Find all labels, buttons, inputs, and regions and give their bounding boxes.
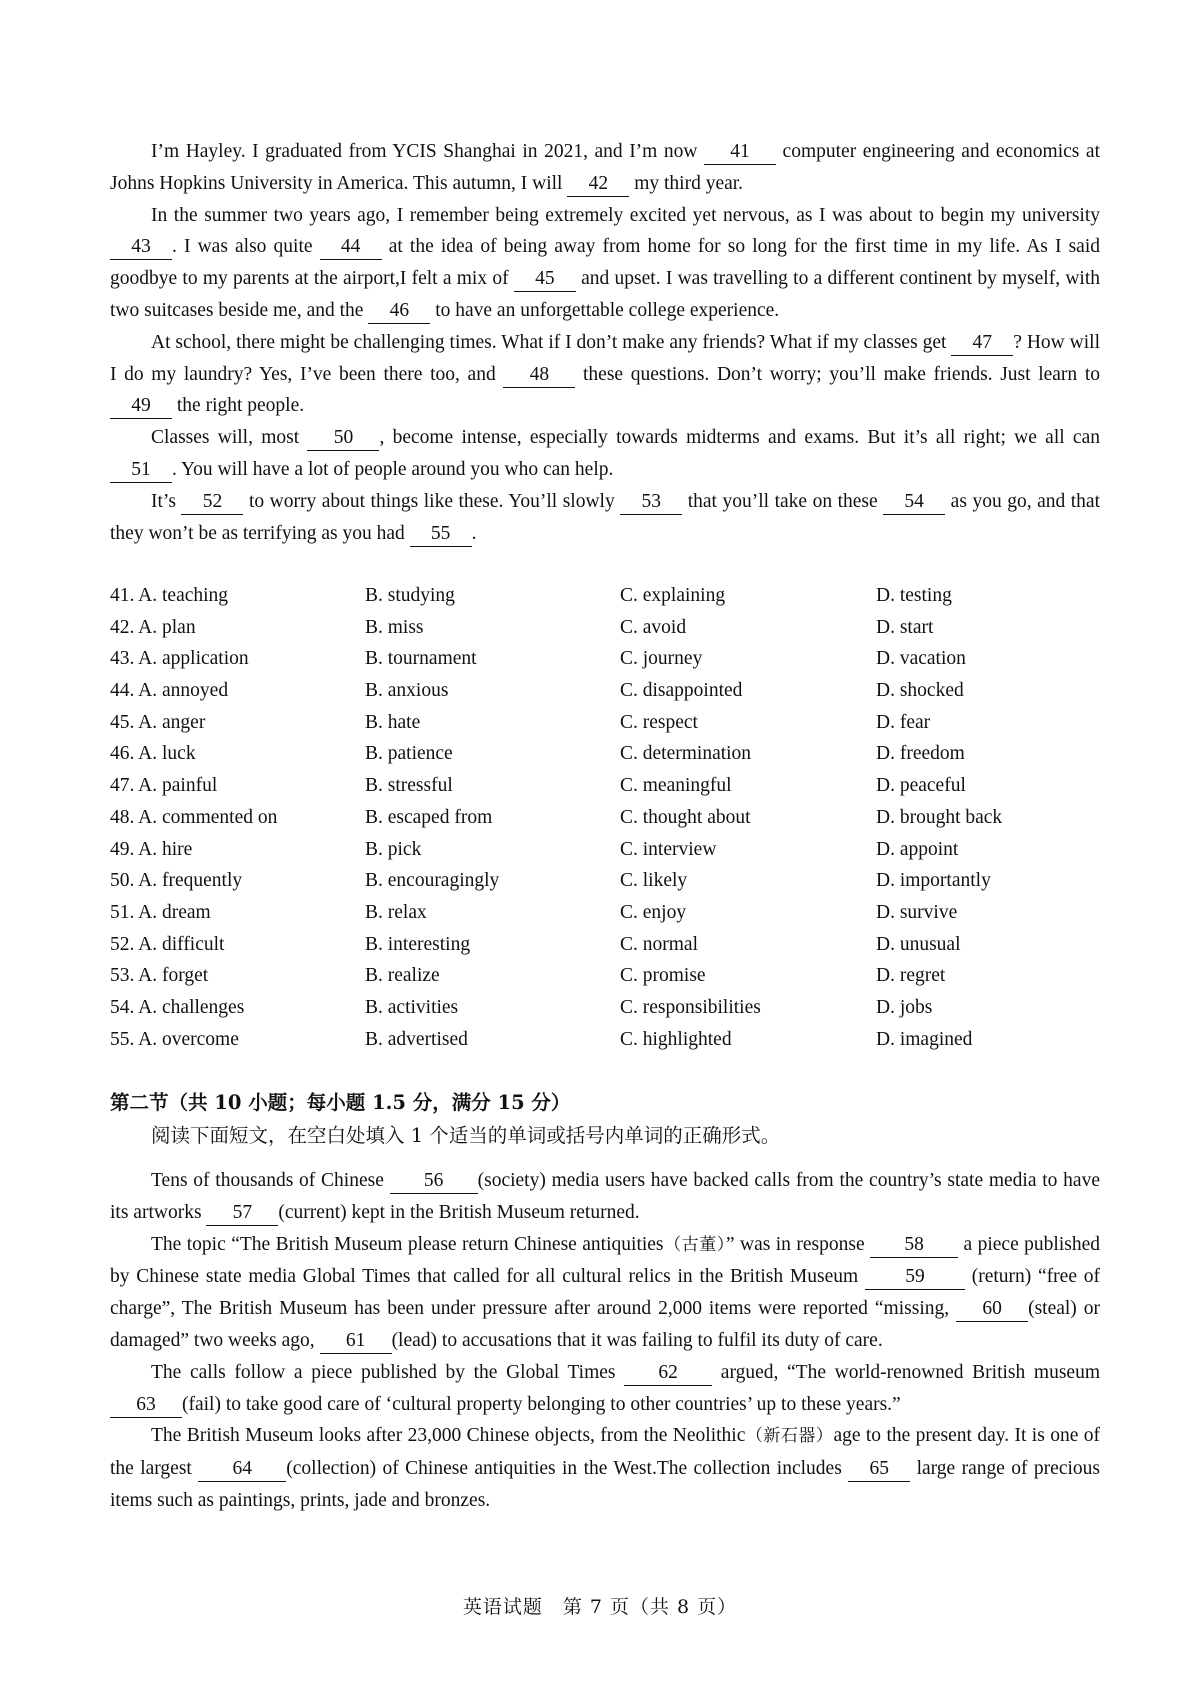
text-segment: The topic “The British Museum please return Chinese antiquities — [151, 1233, 664, 1255]
question-options-row — [110, 865, 1100, 897]
text-segment: at the idea of being away from home for so long for the first time in my life. As I said goodbye to my parents at the airport,I felt a mix of — [110, 236, 1100, 290]
option-b[interactable]: B. realize — [365, 965, 440, 987]
text-segment: In the summer two years ago, I remember being extremely excited yet nervous, as I was about to begin my university — [151, 204, 1100, 226]
text-segment: that you’ll take on these — [682, 490, 884, 512]
answer-blank[interactable]: 51 — [110, 458, 172, 483]
option-b[interactable]: B. relax — [365, 901, 427, 923]
text-segment: as you go, and that they won’t be as terrifying as you had — [110, 490, 1100, 544]
option-a[interactable]: 53. A. forget — [110, 965, 209, 987]
page-footer: 英语试题 第 7 页（共 8 页） — [462, 1596, 738, 1618]
chinese-gloss: （新石器） — [745, 1426, 834, 1447]
option-d[interactable]: D. peaceful — [876, 775, 966, 797]
text-segment: age to the present day. It is one of the largest — [110, 1425, 1100, 1480]
option-a[interactable]: 44. A. annoyed — [110, 680, 229, 702]
option-d[interactable]: D. jobs — [876, 996, 933, 1018]
paragraph — [110, 1229, 1100, 1357]
answer-blank[interactable]: 45 — [514, 267, 576, 292]
text-segment: (society) media users have backed calls from the country’s state media to have its artworks — [110, 1170, 1100, 1223]
text-segment: . I was also quite — [172, 236, 320, 258]
section-instruction: 阅读下面短文，在空白处填入 1 个适当的单词或括号内单词的正确形式。 — [151, 1124, 781, 1147]
option-d[interactable]: D. start — [876, 616, 934, 638]
option-a[interactable]: 47. A. painful — [110, 775, 218, 797]
option-b[interactable]: B. studying — [365, 585, 455, 606]
paragraph — [110, 327, 1100, 422]
cloze-options — [110, 580, 1100, 1055]
option-c[interactable]: C. likely — [620, 870, 688, 892]
option-c[interactable]: C. normal — [620, 933, 698, 955]
option-b[interactable]: B. anxious — [365, 680, 449, 702]
answer-blank[interactable]: 65 — [848, 1457, 910, 1482]
text-segment: computer engineering and economics at Johns Hopkins University in America. This autumn, I will — [110, 141, 1100, 194]
text-segment: (current) kept in the British Museum returned. — [278, 1201, 640, 1223]
paragraph — [110, 1357, 1100, 1421]
option-d[interactable]: D. brought back — [876, 806, 1003, 828]
option-d[interactable]: D. vacation — [876, 648, 966, 670]
question-options-row — [110, 834, 1100, 866]
option-c[interactable]: C. interview — [620, 838, 717, 860]
question-options-row — [110, 675, 1100, 707]
answer-blank[interactable]: 41 — [704, 140, 776, 165]
option-c[interactable]: C. highlighted — [620, 1028, 732, 1050]
text-segment: Classes will, most — [151, 427, 308, 449]
option-b[interactable]: B. advertised — [365, 1028, 468, 1050]
answer-blank[interactable]: 60 — [956, 1297, 1028, 1322]
answer-blank[interactable]: 54 — [883, 490, 945, 515]
option-d[interactable]: D. imagined — [876, 1028, 973, 1050]
answer-blank[interactable]: 43 — [110, 235, 172, 260]
text-segment: I’m Hayley. I graduated from YCIS Shanghai in 2021, and I’m now — [151, 141, 705, 162]
text-segment: . You will have a lot of people around you who can help. — [172, 458, 614, 480]
option-a[interactable]: 50. A. frequently — [110, 870, 243, 892]
option-c[interactable]: C. meaningful — [620, 775, 732, 797]
answer-blank[interactable]: 49 — [110, 394, 172, 419]
answer-blank[interactable]: 42 — [567, 172, 629, 197]
option-b[interactable]: B. tournament — [365, 648, 477, 670]
option-d[interactable]: D. freedom — [876, 743, 965, 765]
question-options-row — [110, 929, 1100, 961]
option-c[interactable]: C. respect — [620, 711, 698, 733]
answer-blank[interactable]: 64 — [198, 1457, 286, 1482]
answer-blank[interactable]: 58 — [870, 1233, 958, 1258]
question-options-row — [110, 707, 1100, 739]
text-segment: It’s — [151, 490, 182, 512]
cloze-passage — [110, 136, 1100, 549]
option-b[interactable]: B. pick — [365, 838, 422, 860]
question-options-row — [110, 960, 1100, 992]
text-segment: ? How will I do my laundry? Yes, I’ve been there too, and — [110, 331, 1100, 385]
text-segment: The calls follow a piece published by the Global Times — [151, 1361, 625, 1383]
chinese-gloss: （古董） — [663, 1234, 726, 1255]
option-c[interactable]: C. responsibilities — [620, 996, 761, 1018]
option-a[interactable]: 55. A. overcome — [110, 1028, 239, 1050]
text-segment: (return) “free of charge”, The British Museum has been under pressure after around 2,000 items were reported “missing, — [110, 1266, 1100, 1320]
option-b[interactable]: B. escaped from — [365, 806, 493, 828]
text-segment: The British Museum looks after 23,000 Chinese objects, from the Neolithic — [151, 1425, 746, 1447]
text-segment: to worry about things like these. You’ll slowly — [243, 490, 621, 512]
text-segment: to have an unforgettable college experience. — [430, 299, 780, 321]
paragraph — [110, 1420, 1100, 1516]
option-d[interactable]: D. importantly — [876, 870, 991, 892]
option-a[interactable]: 48. A. commented on — [110, 806, 278, 828]
gap-fill-passage — [110, 1165, 1100, 1517]
question-options-row — [110, 897, 1100, 929]
option-a[interactable]: 45. A. anger — [110, 711, 206, 733]
text-segment: these questions. Don’t worry; you’ll make friends. Just learn to — [575, 363, 1100, 385]
paragraph — [110, 136, 1100, 200]
answer-blank[interactable]: 55 — [410, 522, 472, 547]
text-segment: (steal) or damaged” two weeks ago, — [110, 1298, 1101, 1351]
text-segment: Tens of thousands of Chinese — [151, 1170, 390, 1191]
option-b[interactable]: B. stressful — [365, 775, 453, 797]
answer-blank[interactable]: 56 — [390, 1169, 478, 1194]
option-d[interactable]: D. regret — [876, 965, 946, 987]
question-options-row — [110, 738, 1100, 770]
option-b[interactable]: B. hate — [365, 711, 421, 733]
text-segment: At school, there might be challenging times. What if I don’t make any friends? What if my classes get — [151, 331, 952, 353]
option-b[interactable]: B. interesting — [365, 933, 471, 955]
option-a[interactable]: 43. A. application — [110, 648, 249, 670]
option-c[interactable]: C. disappointed — [620, 680, 743, 702]
text-segment: a piece published by Chinese state media Global Times that called for all cultural relics in the British Museum — [110, 1233, 1101, 1288]
paragraph — [110, 486, 1100, 550]
paragraph — [110, 422, 1100, 486]
option-c[interactable]: C. determination — [620, 743, 752, 765]
option-d[interactable]: D. survive — [876, 901, 958, 923]
option-a[interactable]: 41. A. teaching — [110, 585, 229, 606]
option-a[interactable]: 46. A. luck — [110, 743, 196, 765]
option-a[interactable]: 52. A. difficult — [110, 933, 225, 955]
paragraph — [110, 1165, 1100, 1229]
text-segment: argued, “The world-renowned British museum — [712, 1361, 1100, 1383]
option-c[interactable]: C. thought about — [620, 806, 751, 828]
answer-blank[interactable]: 47 — [951, 331, 1013, 356]
option-d[interactable]: D. fear — [876, 711, 931, 733]
option-c[interactable]: C. avoid — [620, 616, 687, 638]
question-options-row — [110, 1024, 1100, 1056]
question-options-row — [110, 992, 1100, 1024]
option-b[interactable]: B. patience — [365, 743, 453, 765]
text-segment: , become intense, especially towards midterms and exams. But it’s all right; we all can — [379, 427, 1100, 449]
text-segment: . — [471, 522, 477, 544]
answer-blank[interactable]: 53 — [620, 490, 682, 515]
answer-blank[interactable]: 48 — [503, 363, 575, 388]
option-b[interactable]: B. miss — [365, 616, 424, 638]
option-d[interactable]: D. shocked — [876, 680, 964, 702]
option-b[interactable]: B. activities — [365, 996, 459, 1018]
paragraph — [110, 200, 1100, 327]
answer-blank[interactable]: 57 — [206, 1201, 278, 1226]
option-a[interactable]: 54. A. challenges — [110, 996, 245, 1018]
section-heading: 第二节（共 10 小题；每小题 1.5 分，满分 15 分） — [110, 1091, 571, 1114]
text-segment: my third year. — [629, 172, 744, 194]
text-segment: ” was in response — [725, 1233, 871, 1255]
option-d[interactable]: D. appoint — [876, 838, 959, 860]
text-segment: the right people. — [172, 395, 305, 417]
option-c[interactable]: C. journey — [620, 648, 703, 670]
question-options-row — [110, 643, 1100, 675]
text-segment: and upset. I was travelling to a different continent by myself, with two suitcases beside me, and the — [110, 268, 1101, 321]
option-a[interactable]: 51. A. dream — [110, 901, 211, 923]
option-c[interactable]: C. explaining — [620, 585, 726, 606]
answer-blank[interactable]: 52 — [181, 490, 243, 515]
answer-blank[interactable]: 46 — [368, 299, 430, 324]
answer-blank[interactable]: 63 — [110, 1393, 182, 1418]
answer-blank[interactable]: 62 — [624, 1361, 712, 1386]
option-d[interactable]: D. unusual — [876, 933, 961, 955]
question-options-row — [110, 770, 1100, 802]
question-options-row — [110, 580, 1100, 612]
answer-blank[interactable]: 50 — [307, 426, 379, 451]
option-d[interactable]: D. testing — [876, 585, 952, 606]
option-b[interactable]: B. encouragingly — [365, 870, 500, 892]
text-segment: (lead) to accusations that it was failing to fulfil its duty of care. — [391, 1329, 883, 1351]
question-options-row — [110, 802, 1100, 834]
option-c[interactable]: C. enjoy — [620, 901, 687, 923]
text-segment: (collection) of Chinese antiquities in the West.The collection includes — [286, 1458, 849, 1480]
answer-blank[interactable]: 44 — [320, 235, 382, 260]
answer-blank[interactable]: 59 — [865, 1265, 965, 1290]
question-options-row — [110, 612, 1100, 644]
option-a[interactable]: 42. A. plan — [110, 616, 196, 638]
option-a[interactable]: 49. A. hire — [110, 838, 193, 860]
text-segment: (fail) to take good care of ‘cultural property belonging to other countries’ up to these years.” — [182, 1393, 901, 1415]
option-c[interactable]: C. promise — [620, 965, 706, 987]
answer-blank[interactable]: 61 — [320, 1329, 392, 1354]
text-segment: large range of precious items such as paintings, prints, jade and bronzes. — [110, 1458, 1100, 1511]
